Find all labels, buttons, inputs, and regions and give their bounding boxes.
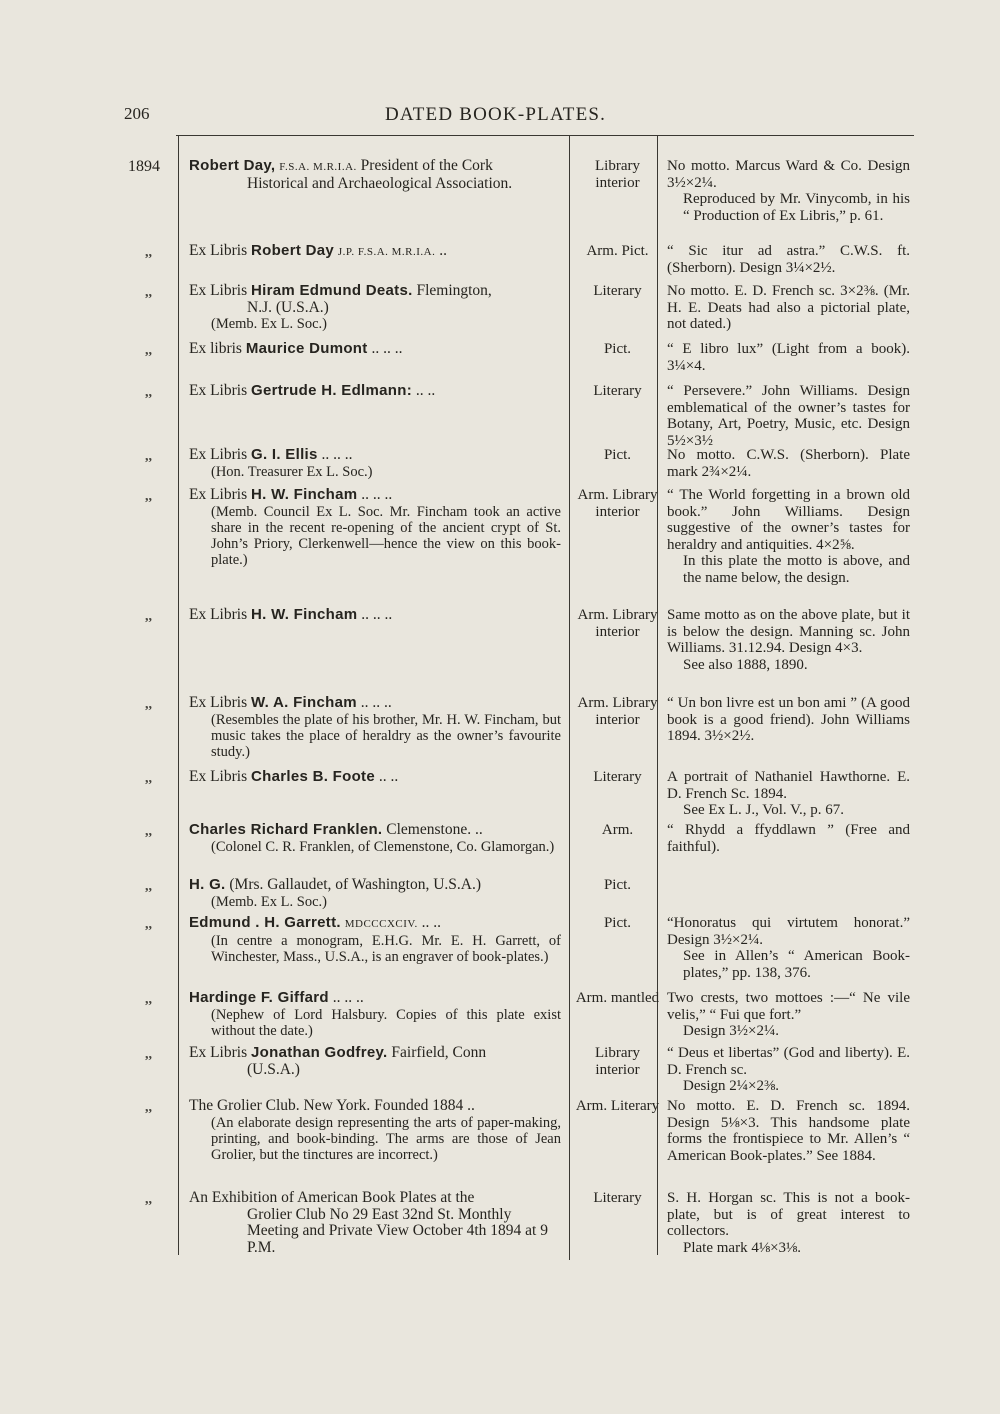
owner-note: (Memb. Ex L. Soc.)	[211, 316, 327, 332]
entry-owner	[189, 990, 561, 1039]
owner-line	[189, 1190, 561, 1207]
owner-prefix: Ex Libris	[189, 606, 248, 623]
entry-year: ,,	[145, 285, 152, 300]
entry-description	[667, 1045, 910, 1095]
entry-description	[667, 487, 910, 586]
entry-style: Arm. Library interior	[577, 695, 658, 728]
owner-continuation: N.J. (U.S.A.)	[247, 298, 329, 316]
owner-continuation: Grolier Club No 29 East 32nd St. Monthly Meeting and Private View October 4th 1894 at 9 P.M.	[247, 1205, 548, 1256]
description-text: Two crests, two mottoes :—“ Ne vile velis,” “ Fui que fort.”	[667, 990, 910, 1023]
entry-description	[667, 447, 910, 480]
description-text: “Honoratus qui virtutem honorat.” Design 3½×2¼.	[667, 915, 910, 948]
owner-line	[189, 607, 561, 624]
owner-continuation: (U.S.A.)	[247, 1060, 300, 1078]
entry-description	[667, 990, 910, 1040]
description-text: No motto. E. D. French sc. 3×2⅜. (Mr. H. E. Deats had also a pictorial plate, not dated.)	[667, 283, 910, 332]
owner-line	[189, 877, 561, 894]
owner-line	[189, 243, 561, 261]
owner-line	[189, 990, 561, 1007]
owner-prefix: Ex Libris	[189, 446, 248, 463]
description-text: No motto. C.W.S. (Sherborn). Plate mark 2¾×2¼.	[667, 447, 910, 480]
entry-description	[667, 607, 910, 673]
entry-style: Literary	[593, 383, 642, 399]
owner-name: Charles B. Foote	[251, 768, 375, 785]
owner-line-rest: (Mrs. Gallaudet, of Washington, U.S.A.)	[229, 876, 481, 893]
entry-style: Arm. mantled	[575, 990, 660, 1006]
owner-prefix: Ex libris	[189, 340, 242, 357]
entry-style: Arm. Pict.	[586, 243, 649, 259]
description-text: “ Rhydd a ffyddlawn ” (Free and faithful).	[667, 822, 910, 855]
owner-note: (In centre a monogram, E.H.G. Mr. E. H. Garrett, of Winchester, Mass., U.S.A., is an engraver of book-plates.)	[211, 932, 561, 965]
entry-year: ,,	[145, 1047, 152, 1062]
description-extra: Design 3½×2¼.	[683, 1023, 779, 1039]
page-title: DATED BOOK-PLATES.	[385, 104, 607, 125]
entry-owner	[189, 607, 561, 624]
owner-name: Robert Day	[251, 242, 335, 259]
owner-note: (Memb. Council Ex L. Soc. Mr. Fincham took an active share in the recent re-opening of the ancient crypt of St. John’s Priory, Clerkenwell—hence the view on this book-plate.)	[211, 503, 561, 568]
owner-line-rest: .. ..	[415, 382, 436, 399]
entry-owner	[189, 383, 561, 400]
description-text: S. H. Horgan sc. This is not a book-plate, but is of great interest to collectors.	[667, 1190, 910, 1239]
owner-note: (Memb. Ex L. Soc.)	[211, 893, 327, 910]
entry-year: ,,	[145, 343, 152, 358]
owner-line-rest: .. .. ..	[332, 989, 364, 1006]
entry-style: Literary	[593, 1190, 642, 1206]
owner-line	[189, 283, 561, 300]
entry-description	[667, 383, 910, 449]
description-extra: See in Allen’s “ American Book-plates,” pp. 138, 376.	[683, 948, 910, 981]
column-divider-left	[178, 135, 179, 1255]
entry-year: ,,	[145, 771, 152, 786]
column-divider-middle	[569, 135, 570, 1260]
entry-owner	[189, 1190, 561, 1256]
owner-name: Hardinge F. Giffard	[189, 989, 329, 1006]
entry-year: 1894	[128, 158, 160, 175]
owner-note: (Nephew of Lord Halsbury. Copies of this plate exist without the date.)	[211, 1006, 561, 1039]
description-text: No motto. Marcus Ward & Co. Design 3½×2¼.	[667, 158, 910, 191]
owner-line-rest: .. .. ..	[360, 694, 392, 711]
entry-owner	[189, 915, 561, 965]
owner-line-rest: Clemenstone. ..	[386, 821, 483, 838]
entry-owner	[189, 283, 561, 332]
description-text: No motto. E. D. French sc. 1894. Design 5⅛×3. This handsome plate forms the frontispiece to Mr. Allen’s “ American Book-plates.” See 1884.	[667, 1098, 910, 1164]
entry-style: Pict.	[603, 915, 632, 931]
owner-name: Jonathan Godfrey.	[251, 1044, 388, 1061]
entry-style: Literary	[593, 283, 642, 299]
owner-prefix: Ex Libris	[189, 694, 248, 711]
owner-line	[189, 487, 561, 504]
entry-owner	[189, 1045, 561, 1078]
entry-owner	[189, 243, 561, 261]
owner-name: Edmund . H. Garrett.	[189, 914, 341, 931]
entry-year: ,,	[145, 1100, 152, 1115]
header-rule	[176, 135, 914, 136]
owner-line-rest: .. ..	[378, 768, 399, 785]
entry-year: ,,	[145, 879, 152, 894]
entry-style: Literary	[593, 769, 642, 785]
entry-owner	[189, 158, 561, 192]
entry-year: ,,	[145, 489, 152, 504]
entry-year: ,,	[145, 1192, 152, 1207]
description-text: “ Sic itur ad astra.” C.W.S. ft. (Sherborn). Design 3¼×2½.	[667, 243, 910, 276]
page-number: 206	[124, 104, 150, 123]
entry-owner	[189, 1098, 561, 1163]
owner-name: Charles Richard Franklen.	[189, 821, 383, 838]
description-extra: See also 1888, 1890.	[683, 656, 808, 673]
owner-name: H. W. Fincham	[251, 486, 358, 503]
description-text: Same motto as on the above plate, but it is below the design. Manning sc. John Williams. 31.12.94. Design 4×3.	[667, 607, 910, 656]
owner-credentials: J.P. F.S.A. M.R.I.A.	[337, 246, 436, 258]
entry-year: ,,	[145, 449, 152, 464]
entry-style: Arm. Library interior	[577, 487, 658, 520]
owner-note: (Colonel C. R. Franklen, of Clemenstone, Co. Glamorgan.)	[211, 838, 555, 855]
entry-style: Arm. Literary	[575, 1098, 660, 1114]
owner-line	[189, 158, 561, 176]
entry-style: Pict.	[603, 447, 632, 463]
entry-description	[667, 1098, 910, 1164]
owner-line	[189, 383, 561, 400]
description-text: “ E libro lux” (Light from a book). 3¼×4.	[667, 341, 910, 374]
owner-prefix: Ex Libris	[189, 768, 248, 785]
entry-description	[667, 283, 910, 333]
owner-line-rest: New York. Founded 1884 ..	[303, 1097, 475, 1114]
entry-style: Library interior	[595, 158, 640, 191]
owner-name: Robert Day,	[189, 157, 276, 174]
owner-note: (Hon. Treasurer Ex L. Soc.)	[211, 463, 373, 480]
description-text: “ The World forgetting in a brown old book.” John Williams. Design suggestive of the owner’s tastes for heraldry and antiquities. 4×2⅝.	[667, 487, 910, 553]
owner-credentials: MDCCCXCIV.	[344, 918, 418, 930]
entry-year: ,,	[145, 385, 152, 400]
entry-year: ,,	[145, 697, 152, 712]
owner-prefix: The Grolier Club.	[189, 1097, 300, 1114]
owner-line-rest: Flemington,	[416, 282, 492, 299]
owner-prefix: Ex Libris	[189, 486, 248, 503]
entry-style: Library interior	[595, 1045, 640, 1078]
owner-line	[189, 1098, 561, 1115]
entry-style: Pict.	[603, 877, 632, 893]
owner-name: H. G.	[189, 876, 226, 893]
owner-line-rest: Fairfield, Conn	[391, 1044, 487, 1061]
entry-owner	[189, 695, 561, 760]
entry-description	[667, 915, 910, 981]
owner-line-rest: .. .. ..	[361, 606, 393, 623]
description-text: “ Deus et libertas” (God and liberty). E. D. French sc.	[667, 1045, 910, 1078]
owner-line-rest: President of the Cork	[360, 157, 493, 174]
description-extra: See Ex L. J., Vol. V., p. 67.	[683, 802, 844, 818]
owner-line	[189, 1045, 561, 1062]
owner-line	[189, 915, 561, 933]
description-extra: Design 2¼×2⅜.	[683, 1078, 779, 1094]
owner-line	[189, 341, 561, 358]
entry-year: ,,	[145, 609, 152, 624]
entry-owner	[189, 487, 561, 568]
owner-line-rest: .. .. ..	[361, 486, 393, 503]
entry-style: Arm.	[601, 822, 634, 838]
entry-description	[667, 1190, 910, 1256]
owner-prefix: An Exhibition of American Book Plates at the	[189, 1189, 475, 1206]
entry-style: Pict.	[603, 341, 632, 357]
description-extra: Reproduced by Mr. Vinycomb, in his “ Production of Ex Libris,” p. 61.	[683, 191, 910, 224]
entry-year: ,,	[145, 824, 152, 839]
entry-owner	[189, 341, 561, 358]
owner-prefix: Ex Libris	[189, 1044, 248, 1061]
owner-prefix: Ex Libris	[189, 282, 248, 299]
owner-name: Maurice Dumont	[245, 340, 368, 357]
entry-owner	[189, 769, 561, 786]
entry-owner	[189, 447, 561, 480]
owner-line-rest: .. .. ..	[371, 340, 403, 357]
owner-line-rest: .. ..	[421, 914, 441, 931]
owner-prefix: Ex Libris	[189, 242, 248, 259]
owner-prefix: Ex Libris	[189, 382, 248, 399]
entry-description	[667, 769, 910, 819]
owner-note: (An elaborate design representing the arts of paper-making, printing, and book-binding. The arms are those of Jean Grolier, but the tinctures are incorrect.)	[211, 1114, 561, 1163]
owner-line	[189, 447, 561, 464]
owner-credentials: F.S.A. M.R.I.A.	[279, 161, 357, 173]
owner-continuation: Historical and Archaeological Association.	[247, 174, 513, 192]
owner-name: Gertrude H. Edlmann:	[251, 382, 413, 399]
owner-name: W. A. Fincham	[251, 694, 357, 711]
owner-name: Hiram Edmund Deats.	[251, 282, 413, 299]
description-text: A portrait of Nathaniel Hawthorne. E. D. French Sc. 1894.	[667, 769, 910, 802]
entry-style: Arm. Library interior	[577, 607, 658, 640]
entry-description	[667, 695, 910, 745]
owner-line	[189, 695, 561, 712]
owner-line	[189, 822, 561, 839]
description-text: “ Un bon livre est un bon ami ” (A good book is a good friend). John Williams 1894. 3½×2½.	[667, 695, 910, 744]
entry-owner	[189, 877, 561, 910]
owner-line	[189, 769, 561, 786]
owner-line-rest: .. .. ..	[321, 446, 353, 463]
description-extra: In this plate the motto is above, and the name below, the design.	[683, 553, 910, 586]
entry-year: ,,	[145, 992, 152, 1007]
owner-name: G. I. Ellis	[251, 446, 318, 463]
owner-line-rest: ..	[439, 242, 447, 259]
description-extra: Plate mark 4⅛×3⅛.	[683, 1239, 802, 1256]
entry-year: ,,	[145, 917, 152, 932]
entry-description	[667, 158, 910, 224]
entry-description	[667, 822, 910, 855]
entry-description	[667, 341, 910, 374]
owner-name: H. W. Fincham	[251, 606, 358, 623]
description-text: “ Persevere.” John Williams. Design emblematical of the owner’s tastes for Botany, Art, Poetry, Music, etc. Design 5½×3½	[667, 383, 910, 449]
entry-owner	[189, 822, 561, 855]
entry-description	[667, 243, 910, 276]
entry-year: ,,	[145, 245, 152, 260]
owner-note: (Resembles the plate of his brother, Mr. H. W. Fincham, but music takes the place of heraldry as the owner’s favourite study.)	[211, 711, 561, 760]
